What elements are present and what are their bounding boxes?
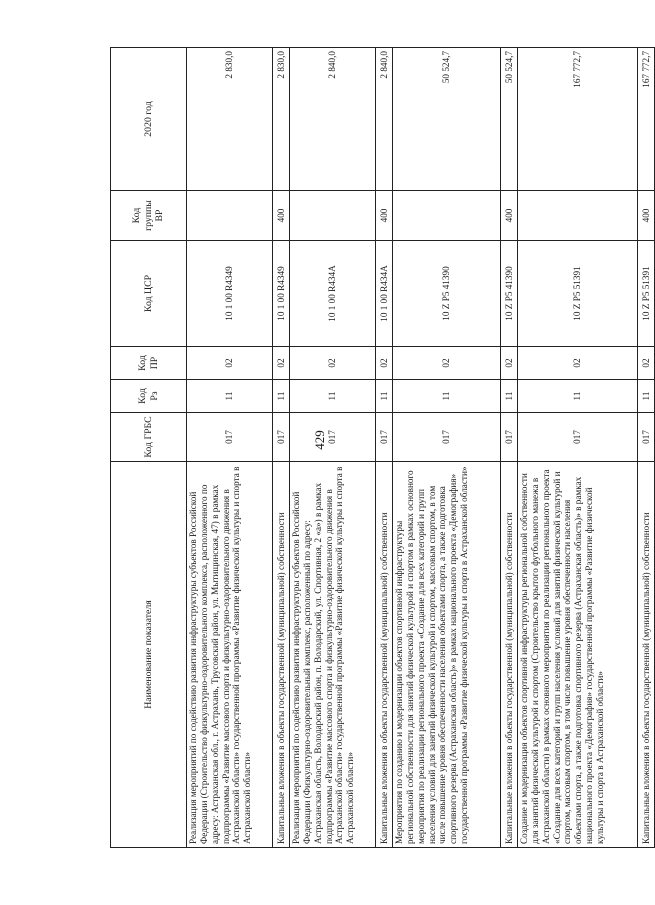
row-name: Капитальные вложения в объекты государственной (муниципальной) собственности xyxy=(376,462,393,848)
row-pr: 02 xyxy=(273,347,290,380)
row-amount: 2 830,0 xyxy=(273,48,290,191)
row-csr: 10 1 00 R4349 xyxy=(273,241,290,347)
row-vr: 400 xyxy=(273,191,290,241)
budget-table-rotated xyxy=(110,48,651,848)
row-amount: 2 830,0 xyxy=(187,48,273,191)
row-rz: 11 xyxy=(187,380,273,413)
row-pr: 02 xyxy=(187,347,273,380)
page-number: 429 xyxy=(311,430,327,450)
row-pr: 02 xyxy=(518,347,638,380)
row-vr xyxy=(393,191,501,241)
row-rz: 11 xyxy=(638,380,655,413)
row-rz: 11 xyxy=(290,380,376,413)
row-rz: 11 xyxy=(376,380,393,413)
header-grbs: Код ГРБС xyxy=(111,413,187,462)
table-row xyxy=(187,48,273,848)
header-year: 2020 год xyxy=(111,48,187,191)
row-name: Капитальные вложения в объекты государственной (муниципальной) собственности xyxy=(638,462,655,848)
row-pr: 02 xyxy=(393,347,501,380)
table-row xyxy=(501,48,518,848)
row-csr: 10 1 00 R4349 xyxy=(187,241,273,347)
header-rz: Код Рз xyxy=(111,380,187,413)
row-name: Капитальные вложения в объекты государственной (муниципальной) собственности xyxy=(501,462,518,848)
row-rz: 11 xyxy=(501,380,518,413)
header-vr: Код группы ВР xyxy=(111,191,187,241)
row-amount: 167 772,7 xyxy=(638,48,655,191)
row-grbs: 017 xyxy=(187,413,273,462)
row-amount: 50 524,7 xyxy=(501,48,518,191)
row-csr: 10 Z P5 51391 xyxy=(638,241,655,347)
table-body xyxy=(187,48,655,848)
row-name: Реализация мероприятий по содействию развития инфраструктуры субъектов Российской Федерации (Строительство физкультурно-оздоровительного комплекса, расположенного по адресу: Астраханская обл., г. Астрахань, Трусовский район, ул. Мытищинская, 47) в рамках подпрограммы «Развитие массового спорта и физкультурно-оздоровительного движения в Астраханской области» государственной программы «Развитие физической культуры и спорта в Астраханской области» xyxy=(187,462,273,848)
row-amount: 50 524,7 xyxy=(393,48,501,191)
row-csr: 10 1 00 R434A xyxy=(376,241,393,347)
row-vr xyxy=(518,191,638,241)
table-row xyxy=(393,48,501,848)
table-row xyxy=(518,48,638,848)
row-vr: 400 xyxy=(501,191,518,241)
table-row xyxy=(376,48,393,848)
row-grbs: 017 xyxy=(273,413,290,462)
row-name: Создание и модернизация объектов спортивной инфраструктуры региональной собственности для занятий физической культурой и спортом (Строительство крытого футбольного манежа в Астраханской области) в рамках основного мероприятия по реализации регионального проекта «Создание для всех категорий и групп населения условий для занятий физической культурой и спортом, массовым спортом, в том числе повышение уровня обеспеченности населения объектами спорта, а также подготовка спортивного резерва (Астраханская область)» в рамках национального проекта «Демография» государственной программы «Развитие физической культуры и спорта в Астраханской области» xyxy=(518,462,638,848)
row-grbs: 017 xyxy=(376,413,393,462)
row-pr: 02 xyxy=(501,347,518,380)
row-name: Реализация мероприятий по содействию развития инфраструктуры субъектов Российской Федерации (Физкультурно-оздоровительный комплекс, расположенный по адресу: Астраханская область, Володарский район, п. Володарский, ул. Спортивная, 2 «а») в рамках подпрограммы «Развитие массового спорта и физкультурно-оздоровительного движения в Астраханской области» государственной программы «Развитие физической культуры и спорта в Астраханской области» xyxy=(290,462,376,848)
row-grbs: 017 xyxy=(290,413,376,462)
row-vr: 400 xyxy=(638,191,655,241)
budget-table xyxy=(110,47,655,848)
row-vr xyxy=(187,191,273,241)
row-amount: 2 840,0 xyxy=(376,48,393,191)
row-amount: 167 772,7 xyxy=(518,48,638,191)
row-csr: 10 Z P5 41390 xyxy=(501,241,518,347)
row-name: Капитальные вложения в объекты государственной (муниципальной) собственности xyxy=(273,462,290,848)
header-csr: Код ЦСР xyxy=(111,241,187,347)
table-row xyxy=(290,48,376,848)
table-header-row xyxy=(111,48,187,848)
header-pr: Код ПР xyxy=(111,347,187,380)
row-csr: 10 Z P5 51391 xyxy=(518,241,638,347)
row-grbs: 017 xyxy=(638,413,655,462)
row-pr: 02 xyxy=(376,347,393,380)
row-grbs: 017 xyxy=(501,413,518,462)
row-name: Мероприятия по созданию и модернизации объектов спортивной инфраструктуры региональной собственности для занятий физической культурой и спортом в рамках основного мероприятия по реализации регионального проекта «Создание для всех категорий и групп населения условий для занятий физической культурой и спортом, массовым спортом, в том числе повышение уровня обеспеченности населения объектами спорта, а также подготовка спортивного резерва (Астраханская область)» в рамках национального проекта «Демография» государственной программы «Развитие физической культуры и спорта в Астраханской области» xyxy=(393,462,501,848)
row-pr: 02 xyxy=(638,347,655,380)
row-csr: 10 Z P5 41390 xyxy=(393,241,501,347)
row-vr xyxy=(290,191,376,241)
row-rz: 11 xyxy=(393,380,501,413)
row-grbs: 017 xyxy=(518,413,638,462)
row-pr: 02 xyxy=(290,347,376,380)
row-amount: 2 840,0 xyxy=(290,48,376,191)
row-csr: 10 1 00 R434A xyxy=(290,241,376,347)
table-row xyxy=(638,48,655,848)
row-vr: 400 xyxy=(376,191,393,241)
row-grbs: 017 xyxy=(393,413,501,462)
budget-table-container xyxy=(110,48,651,848)
row-rz: 11 xyxy=(273,380,290,413)
header-name: Наименование показателя xyxy=(111,462,187,848)
row-rz: 11 xyxy=(518,380,638,413)
table-row xyxy=(273,48,290,848)
